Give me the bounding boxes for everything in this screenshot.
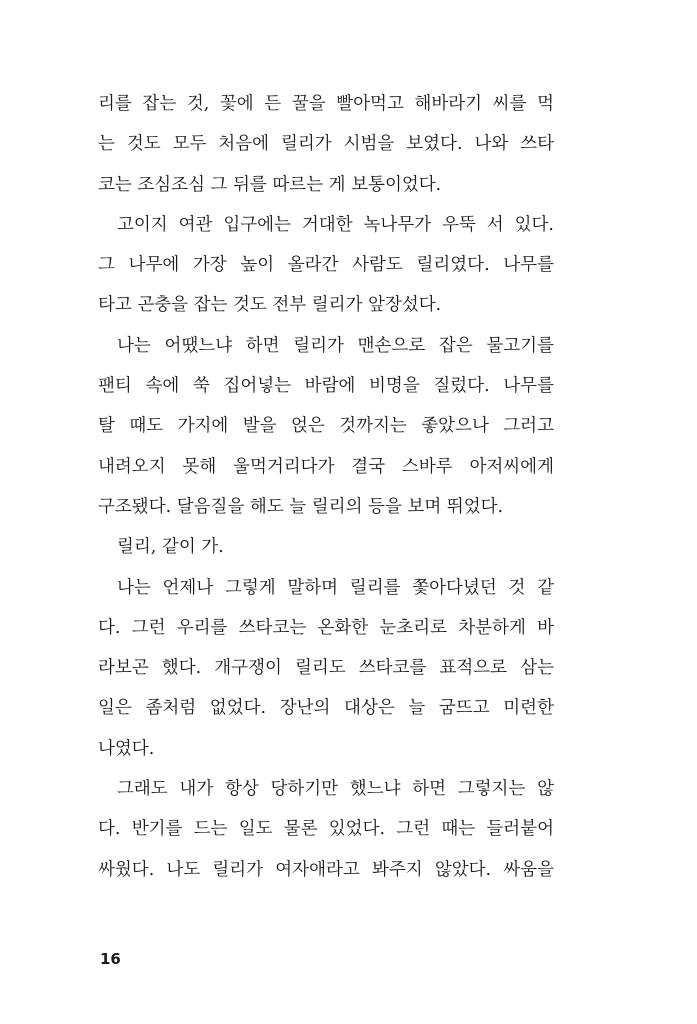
text-line: 나였다. bbox=[98, 738, 155, 759]
text-line: 는 것도 모두 처음에 릴리가 시범을 보였다. 나와 쓰타 bbox=[98, 134, 554, 155]
text-line: 구조됐다. 달음질을 해도 늘 릴리의 등을 보며 뛰었다. bbox=[98, 496, 504, 517]
page-number: 16 bbox=[100, 950, 121, 968]
text-line: 그래도 내가 항상 당하기만 했느냐 하면 그렇지는 않 bbox=[117, 779, 554, 800]
text-line: 나는 언제나 그렇게 말하며 릴리를 쫓아다녔던 것 같 bbox=[117, 577, 554, 598]
text-line: 다. 반기를 드는 일도 물론 있었다. 그런 때는 들러붙어 bbox=[98, 819, 554, 840]
text-line: 리를 잡는 것, 꽃에 든 꿀을 빨아먹고 해바라기 씨를 먹 bbox=[98, 94, 554, 114]
text-line: 나는 어땠느냐 하면 릴리가 맨손으로 잡은 물고기를 bbox=[117, 335, 554, 356]
text-line: 그 나무에 가장 높이 올라간 사람도 릴리였다. 나무를 bbox=[98, 255, 554, 276]
text-line: 코는 조심조심 그 뒤를 따르는 게 보통이었다. bbox=[98, 174, 442, 195]
text-line: 다. 그런 우리를 쓰타코는 온화한 눈초리로 차분하게 바 bbox=[98, 617, 554, 638]
text-line: 일은 좀처럼 없었다. 장난의 대상은 늘 굼뜨고 미련한 bbox=[98, 698, 554, 719]
text-line: 내려오지 못해 울먹거리다가 결국 스바루 아저씨에게 bbox=[98, 456, 554, 477]
text-line: 고이지 여관 입구에는 거대한 녹나무가 우뚝 서 있다. bbox=[117, 214, 554, 235]
body-text bbox=[98, 84, 554, 890]
text-line: 탈 때도 가지에 발을 얹은 것까지는 좋았으나 그러고 bbox=[98, 416, 554, 437]
text-line: 릴리, 같이 가. bbox=[117, 537, 224, 558]
text-line: 싸웠다. 나도 릴리가 여자애라고 봐주지 않았다. 싸움을 bbox=[98, 859, 554, 880]
text-line: 팬티 속에 쑥 집어넣는 바람에 비명을 질렀다. 나무를 bbox=[98, 376, 554, 397]
text-line: 타고 곤충을 잡는 것도 전부 릴리가 앞장섰다. bbox=[98, 295, 442, 316]
text-line: 라보곤 했다. 개구쟁이 릴리도 쓰타코를 표적으로 삼는 bbox=[98, 658, 554, 679]
